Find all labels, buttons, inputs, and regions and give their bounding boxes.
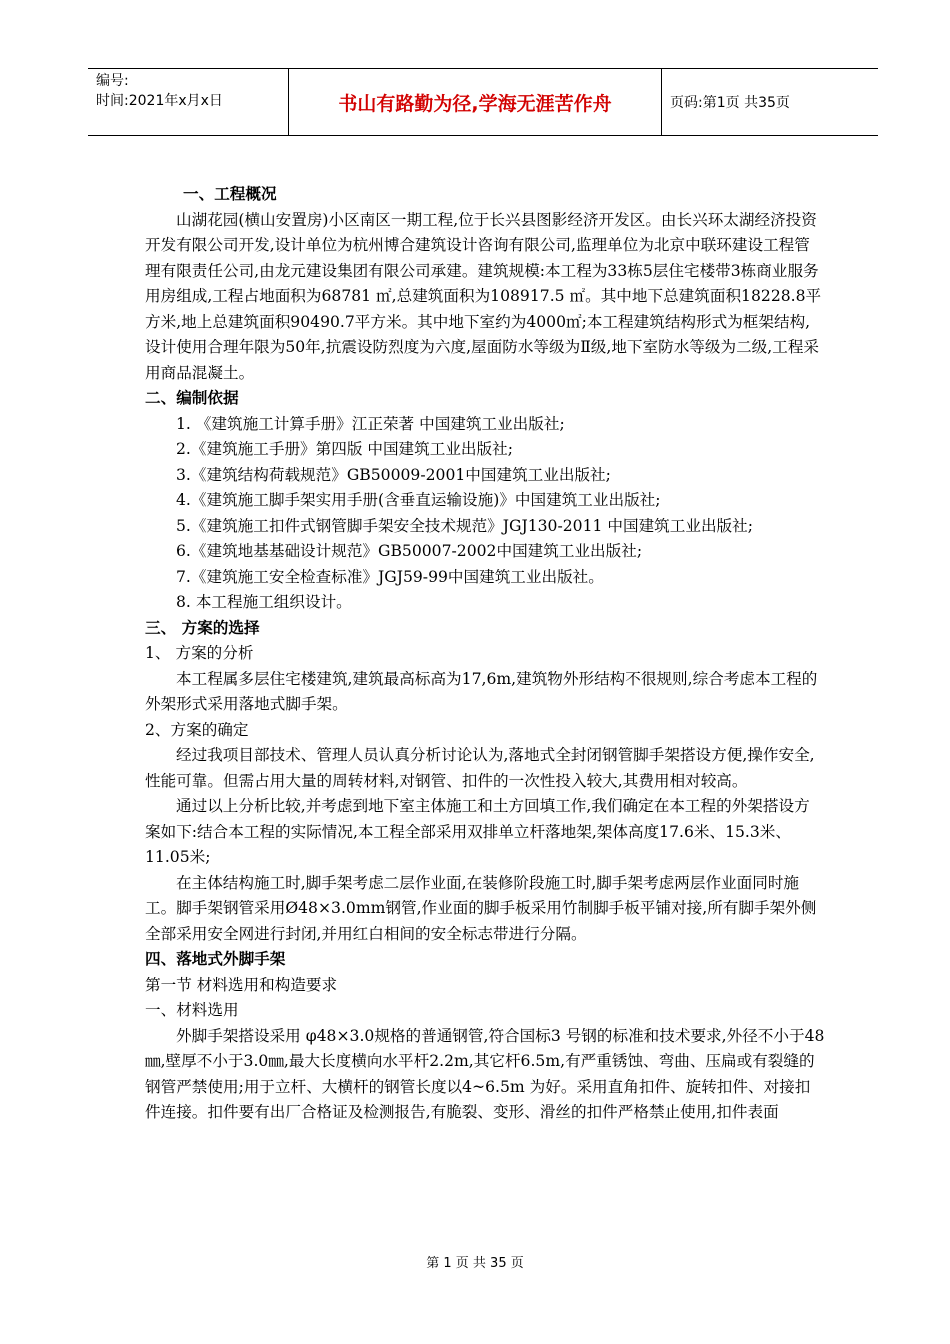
section-heading-scaffold: 四、落地式外脚手架 — [145, 950, 286, 968]
reference-item: 5.《建筑施工扣件式钢管脚手架安全技术规范》JGJ130-2011 中国建筑工业出版社; — [176, 516, 753, 535]
paragraph-determination-2: 通过以上分析比较,并考虑到地下室主体施工和土方回填工作,我们确定在本工程的外架搭设方案如下:结合本工程的实际情况,本工程全部采用双排单立杆落地架,架体高度17.6米、15.3米、11.05米; — [145, 797, 810, 866]
paragraph-analysis: 本工程属多层住宅楼建筑,建筑最高标高为17,6m,建筑物外形结构不很规则,综合考虑本工程的外架形式采用落地式脚手架。 — [145, 669, 818, 713]
reference-item: 6.《建筑地基基础设计规范》GB50007-2002中国建筑工业出版社; — [176, 542, 643, 560]
reference-item: 7.《建筑施工安全检查标准》JGJ59-99中国建筑工业出版社。 — [176, 567, 604, 586]
reference-item: 2.《建筑施工手册》第四版 中国建筑工业出版社; — [176, 440, 513, 458]
paragraph-materials: 外脚手架搭设采用 φ48×3.0规格的普通钢管,符合国标3 号钢的标准和技术要求,外径不小于48㎜,壁厚不小于3.0㎜,最大长度横向水平杆2.2m,其它杆6.5m,有严重锈蚀、弯曲、压扁或有裂缝的钢管严禁使用;用于立杆、大横杆的钢管长度以4~6.5m 为好。采用直角扣件、旋转扣件、对接扣件连接。扣件要有出厂合格证及检测报告,有脆裂、变形、滑丝的扣件严格禁止使用,扣件表面 — [145, 1026, 825, 1121]
subheading-determination: 2、方案的确定 — [145, 720, 249, 739]
reference-item: 1. 《建筑施工计算手册》江正荣著 中国建筑工业出版社; — [176, 414, 565, 433]
section-heading-basis: 二、编制依据 — [145, 389, 239, 407]
page-footer: 第 1 页 共 35 页 — [426, 1256, 524, 1271]
section-subtitle: 第一节 材料选用和构造要求 — [145, 975, 338, 994]
paragraph-determination-3: 在主体结构施工时,脚手架考虑二层作业面,在装修阶段施工时,脚手架考虑两层作业面同时施工。脚手架钢管采用Ø48×3.0mm钢管,作业面的脚手板采用竹制脚手板平铺对接,所有脚手架外侧全部采用安全网进行封闭,并用红白相间的安全标志带进行分隔。 — [145, 873, 817, 943]
subheading-analysis: 1、 方案的分析 — [145, 644, 254, 662]
paragraph-overview: 山湖花园(横山安置房)小区南区一期工程,位于长兴县图影经济开发区。由长兴环太湖经济投资开发有限公司开发,设计单位为杭州博合建筑设计咨询有限公司,监理单位为北京中联环建设工程管理有限责任公司,由龙元建设集团有限公司承建。建筑规模:本工程为33栋5层住宅楼带3栋商业服务用房组成,工程占地面积为68781 ㎡,总建筑面积为108917.5 ㎡。其中地下总建筑面积18228.8平方米,地上总建筑面积90490.7平方米。其中地下室约为4000㎡;本工程建筑结构形式为框架结构,设计使用合理年限为50年,抗震设防烈度为六度,屋面防水等级为Ⅱ级,地下室防水等级为二级,工程采用商品混凝土。 — [145, 210, 822, 382]
doc-time: 时间:2021年x月x日 — [96, 93, 223, 109]
header-motto: 书山有路勤为径,学海无涯苦作舟 — [288, 69, 662, 135]
header-meta — [88, 69, 288, 135]
paragraph-determination-1: 经过我项目部技术、管理人员认真分析讨论认为,落地式全封闭钢管脚手架搭设方便,操作安全,性能可靠。但需占用大量的周转材料,对钢管、扣件的一次性投入较大,其费用相对较高。 — [145, 746, 815, 790]
header-page-number: 页码:第1页 共35页 — [670, 95, 790, 111]
section-heading-overview: 一、工程概况 — [183, 185, 277, 203]
section-heading-scheme: 三、 方案的选择 — [145, 618, 260, 637]
subheading-materials: 一、材料选用 — [145, 1001, 239, 1019]
reference-item: 3.《建筑结构荷载规范》GB50009-2001中国建筑工业出版社; — [176, 465, 611, 484]
reference-item: 8. 本工程施工组织设计。 — [176, 593, 352, 611]
page-header — [88, 68, 878, 136]
document-body — [145, 182, 825, 1126]
reference-item: 4.《建筑施工脚手架实用手册(含垂直运输设施)》中国建筑工业出版社; — [176, 491, 661, 509]
doc-number: 编号: — [96, 73, 129, 89]
